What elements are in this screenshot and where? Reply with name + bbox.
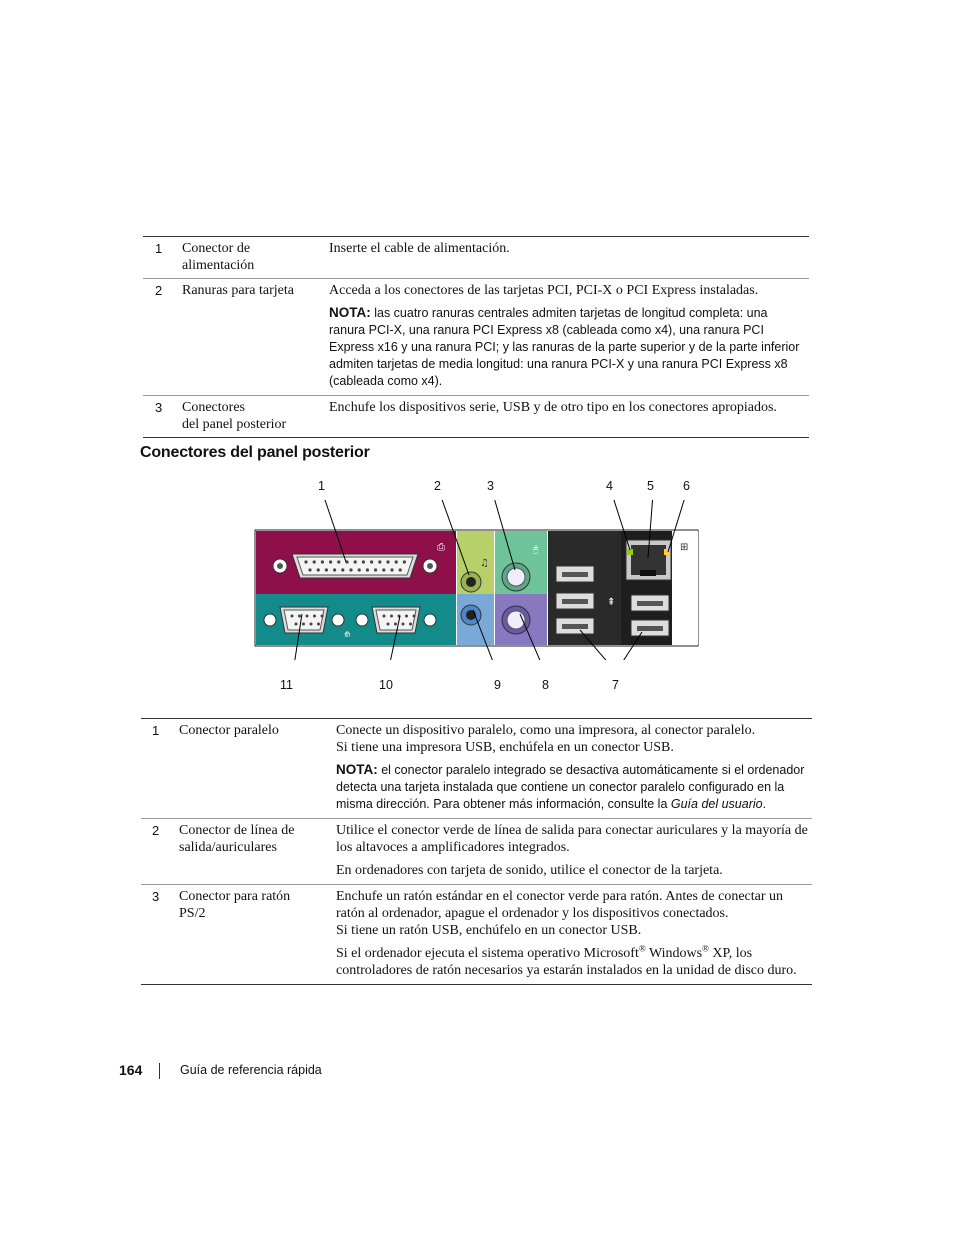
row-label: Ranuras para tarjeta [182,283,294,298]
row-label: Conector para ratón PS/2 [179,889,291,921]
serial-icon: ⟰ [344,630,351,639]
callout-8: 8 [542,678,549,692]
callout-9: 9 [494,678,501,692]
row-description: Enchufe los dispositivos serie, USB y de otro tipo en los conectores apropiados. [329,400,777,415]
usb-icon: ⇞ [607,597,616,608]
page-number: 164 [119,1062,143,1078]
row-description: Utilice el conector verde de línea de salida para conectar auriculares y la mayoría de los altavoces a amplificadores integrados. En ordenadores con tarjeta de sonido, utilice el conector de la tarjeta. [336,823,808,878]
mouse-icon: 🖰 [533,545,539,555]
row-label: Conector de alimentación [182,241,255,273]
callout-6: 6 [683,479,690,493]
table-row [143,237,809,279]
row-label: Conector de línea de salida/auriculares [179,823,295,855]
table-row [141,885,812,985]
row-description: Enchufe un ratón estándar en el conector verde para ratón. Antes de conectar un ratón al ordenador, apague el ordenador y los dispositivos conectados. Si tiene un ratón USB, enchúfelo en un conector USB. Si el ordenador ejecuta el sistema operativo Microsoft® Windows® XP, los controladores de ratón necesarios ya estarán instalados en la unidad de disco duro. [336,889,797,978]
row-number: 2 [155,283,163,298]
table-row [143,396,809,438]
row-number: 3 [155,400,163,415]
note: NOTA: el conector paralelo integrado se desactiva automáticamente si el ordenador detecta una tarjeta instalada que contiene un conector paralelo configurado en la misma dirección. Para obtener más información, consulte la Guía del usuario. [336,762,805,811]
callout-2: 2 [434,479,441,493]
row-number: 1 [155,241,163,256]
row-number: 3 [152,889,160,904]
network-icon: ⊞ [680,542,689,553]
back-panel-figure [250,500,710,660]
callout-10: 10 [379,678,393,692]
table-row [141,819,812,885]
cards-table [143,236,809,438]
row-description: Inserte el cable de alimentación. [329,241,510,256]
table-row [143,279,809,396]
callout-7: 7 [612,678,619,692]
connectors-table [141,718,812,985]
section-title: Conectores del panel posterior [140,444,370,461]
printer-icon: ⎙ [437,542,445,553]
row-label: Conector paralelo [179,723,279,738]
callout-5: 5 [647,479,654,493]
table-row [141,719,812,819]
note: NOTA: las cuatro ranuras centrales admiten tarjetas de longitud completa: una ranura PCI-X, una ranura PCI Express x8 (cableada como x4), una ranura PCI Express x16 y una ranura PCI; y las ranuras de la parte superior y de la parte inferior admiten tarjetas de media longitud: una ranura PCI-X y una ranura PCI Express x8 (cableada como x4). [329,305,800,388]
row-label: Conectores del panel posterior [182,400,287,432]
callout-3: 3 [487,479,494,493]
headphone-icon: ♫ [480,558,489,569]
callout-11: 11 [280,678,293,692]
callout-4: 4 [606,479,613,493]
row-description: Acceda a los conectores de las tarjetas PCI, PCI-X o PCI Express instaladas. NOTA: las cuatro ranuras centrales admiten tarjetas de longitud completa: una ranura PCI-X, una ranura PCI Express x8 (cableada como x4), una ranura PCI Express x16 y una ranura PCI; y las ranuras de la parte superior y de la parte inferior admiten tarjetas de media longitud: una ranura PCI-X y una ranura PCI Express x8 (cableada como x4). [329,279,809,396]
row-description: Conecte un dispositivo paralelo, como una impresora, al conector paralelo. Si tiene una impresora USB, enchúfela en un conector USB. NOTA: el conector paralelo integrado se desactiva automáticamente si el ordenador detecta una tarjeta instalada que contiene un conector paralelo configurado en la misma dirección. Para obtener más información, consulte la Guía del usuario. [336,719,812,819]
callout-1: 1 [318,479,325,493]
row-number: 1 [152,723,160,738]
footer-divider [159,1063,160,1079]
row-number: 2 [152,823,160,838]
footer-title: Guía de referencia rápida [180,1063,322,1077]
